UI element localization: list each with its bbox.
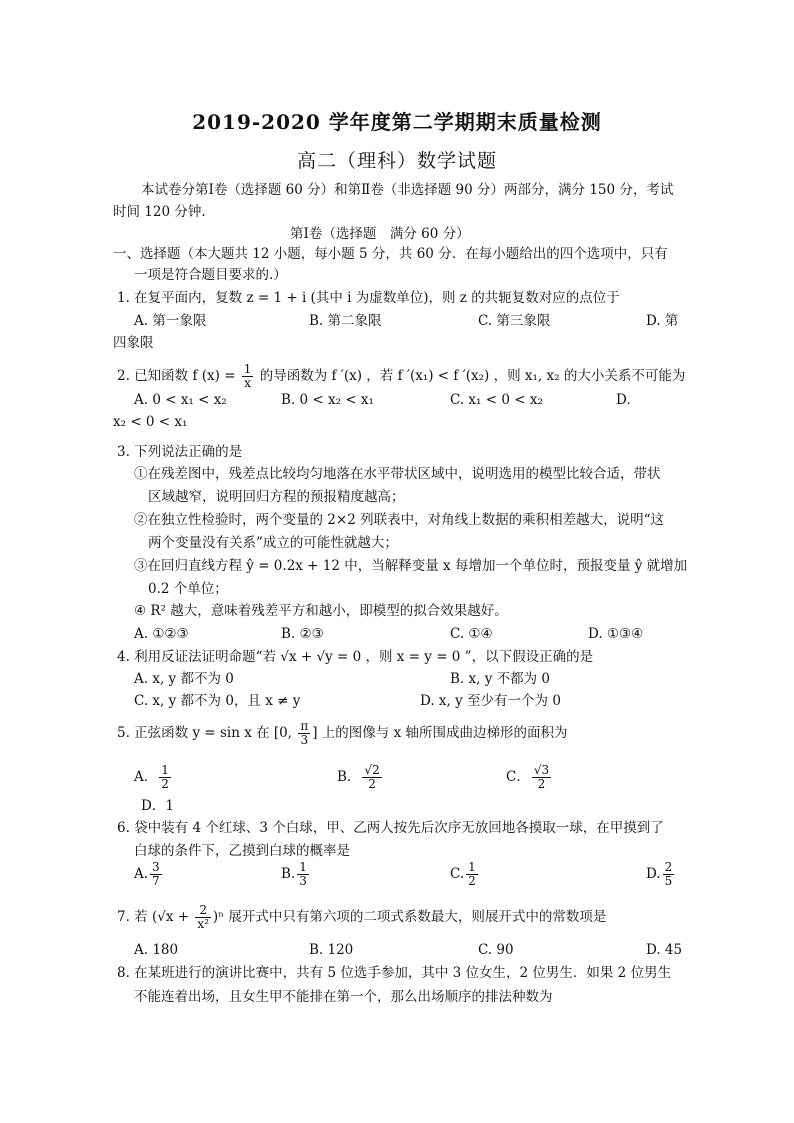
q2-option-d: D.: [616, 392, 631, 408]
q6-option-d-label: D.: [646, 866, 661, 882]
q5-option-b-fraction: [362, 764, 381, 791]
q7-stem-pre: 7. 若 (√x +: [117, 909, 194, 925]
q3-option-d: D. ①③④: [588, 626, 644, 642]
exam-title: 2019-2020 学年度第二学期期末质量检测: [192, 110, 602, 134]
q5-option-b: [337, 764, 384, 791]
section1-line-2: 一项是符合题目要求的.）: [134, 267, 287, 283]
q4-stem: 4. 利用反证法证明命题“若 √x + √y = 0 ，则 x = y = 0 ”，以下假设正确的是: [117, 649, 594, 665]
q5-b-num: √2: [364, 763, 380, 777]
q3-option-a: A. ①②③: [134, 626, 189, 642]
q6-option-b-fraction: [297, 861, 309, 888]
q3-option-b: B. ②③: [281, 626, 324, 642]
q2-option-c: C. x₁ < 0 < x₂: [450, 392, 543, 408]
q3-statement-3a: ③在回归直线方程 ŷ = 0.2x + 12 中，当解释变量 x 每增加一个单位时，预报变量 ŷ 就增加: [134, 558, 688, 574]
q3-stem: 3. 下列说法正确的是: [117, 444, 243, 460]
q5-option-c-fraction: [532, 764, 551, 791]
q6-option-c: [450, 861, 480, 888]
q6-option-a-fraction: [150, 861, 162, 888]
q2-option-d-cont: x₂ < 0 < x₁: [113, 414, 188, 430]
q3-statement-2a: ②在独立性检验时，两个变量的 2×2 列联表中，对角线上数据的乘积相差越大，说明“这: [134, 512, 664, 528]
q7-frac-num: 2: [195, 904, 211, 918]
q5-option-a-fraction: [159, 764, 171, 791]
q8-stem-1: 8. 在某班进行的演讲比赛中，共有 5 位选手参加，其中 3 位女生，2 位男生．如果 2 位男生: [117, 965, 672, 981]
q1-stem: 1. 在复平面内，复数 z = 1 + i (其中 i 为虚数单位)，则 z 的共轭复数对应的点位于: [117, 290, 620, 306]
q6-option-c-label: C.: [450, 866, 465, 882]
q4-option-b: B. x, y 不都为 0: [450, 671, 550, 687]
q4-option-a: A. x, y 都不为 0: [134, 671, 234, 687]
q5-b-den: 2: [368, 777, 376, 791]
q6-a-num: 3: [152, 860, 160, 874]
q2-fraction: [242, 363, 254, 390]
exam-subtitle: 高二（理科）数学试题: [296, 150, 497, 172]
q4-option-c: C. x, y 都不为 0，且 x ≠ y: [134, 693, 301, 709]
q2-option-b: B. 0 < x₂ < x₁: [281, 392, 374, 408]
q3-statement-2b: 两个变量没有关系”成立的可能性就越大；: [148, 535, 398, 551]
q5-stem-post: ] 上的图像与 x 轴所围成曲边梯形的面积为: [312, 725, 568, 741]
q2-stem: [117, 363, 685, 390]
q5-frac-den: 3: [300, 733, 309, 747]
q7-option-b: B. 120: [309, 942, 354, 958]
q6-option-b: [281, 861, 311, 888]
q6-a-den: 7: [152, 874, 160, 888]
q1-option-d-cont: 四象限: [113, 335, 154, 351]
q4-option-d: D. x, y 至少有一个为 0: [420, 693, 561, 709]
q7-stem-post: )ⁿ 展开式中只有第六项的二项式系数最大，则展开式中的常数项是: [212, 909, 607, 925]
q6-option-d-fraction: [663, 861, 675, 888]
q6-option-a-label: A.: [134, 866, 149, 882]
q2-frac-num: 1: [243, 362, 252, 376]
q7-option-c: C. 90: [478, 942, 514, 958]
q6-option-c-fraction: [466, 861, 478, 888]
q3-statement-1a: ①在残差图中，残差点比较均匀地落在水平带状区域中，说明选用的模型比较合适，带状: [134, 466, 661, 482]
part1-heading: 第Ⅰ卷（选择题 满分 60 分）: [290, 226, 470, 242]
q6-b-num: 1: [299, 860, 307, 874]
q5-a-num: 1: [161, 763, 169, 777]
q1-option-b: B. 第二象限: [309, 313, 382, 329]
q2-stem-pre: 2. 已知函数 f (x) =: [117, 368, 240, 384]
q8-stem-2: 不能连着出场，且女生甲不能排在第一个，那么出场顺序的排法种数为: [134, 989, 553, 1005]
q6-d-den: 5: [664, 874, 673, 888]
q5-stem: [117, 720, 568, 747]
q5-fraction: [298, 720, 310, 747]
q5-option-c-label: C．: [506, 769, 530, 785]
q2-frac-den: x: [244, 376, 251, 390]
q7-frac-den: x²: [197, 917, 209, 931]
q5-option-c: [506, 764, 553, 791]
q5-c-num: √3: [533, 763, 550, 777]
q6-d-num: 2: [664, 860, 673, 874]
q3-statement-1b: 区域越窄，说明回归方程的预报精度越高；: [148, 489, 405, 505]
q6-stem-1: 6. 袋中装有 4 个红球、3 个白球，甲、乙两人按先后次序无放回地各摸取一球，在甲摸到了: [117, 820, 664, 836]
q3-statement-4: ④ R² 越大，意味着残差平方和越小，即模型的拟合效果越好。: [134, 603, 508, 619]
q6-b-den: 3: [299, 874, 307, 888]
q6-option-d: [646, 861, 676, 888]
q5-c-den: 2: [537, 777, 546, 791]
q1-option-c: C. 第三象限: [478, 313, 551, 329]
q3-statement-3b: 0.2 个单位；: [148, 581, 228, 597]
q2-stem-post: 的导函数为 f ′(x) ，若 f ′(x₁) < f ′(x₂) ，则 x₁, x₂ 的大小关系不可能为: [255, 368, 686, 384]
q6-stem-2: 白球的条件下，乙摸到白球的概率是: [134, 843, 350, 859]
q6-option-a: [134, 861, 164, 888]
q5-option-d: D．1: [141, 798, 174, 814]
q5-stem-pre: 5. 正弦函数 y = sin x 在 [0,: [117, 725, 297, 741]
q5-frac-num: π: [300, 719, 309, 733]
q7-option-a: A. 180: [134, 942, 179, 958]
q7-option-d: D. 45: [646, 942, 683, 958]
q7-stem: [117, 904, 606, 931]
q7-fraction: [195, 904, 211, 931]
q6-option-b-label: B.: [281, 866, 296, 882]
q6-c-den: 2: [468, 874, 476, 888]
q1-option-a: A. 第一象限: [134, 313, 207, 329]
q3-option-c: C. ①④: [450, 626, 493, 642]
intro-line-2: 时间 120 分钟.: [113, 204, 206, 220]
q5-option-a: [134, 764, 173, 791]
q1-option-d: D. 第: [646, 313, 679, 329]
q5-option-a-label: A．: [134, 769, 158, 785]
q5-a-den: 2: [161, 777, 169, 791]
q2-option-a: A. 0 < x₁ < x₂: [134, 392, 227, 408]
intro-line-1: 本试卷分第Ⅰ卷（选择题 60 分）和第Ⅱ卷（非选择题 90 分）两部分，满分 150 分，考试: [141, 182, 674, 198]
q6-c-num: 1: [468, 860, 476, 874]
q5-option-b-label: B．: [337, 769, 361, 785]
section1-line-1: 一、选择题（本大题共 12 小题，每小题 5 分，共 60 分．在每小题给出的四个选项中，只有: [113, 246, 668, 262]
